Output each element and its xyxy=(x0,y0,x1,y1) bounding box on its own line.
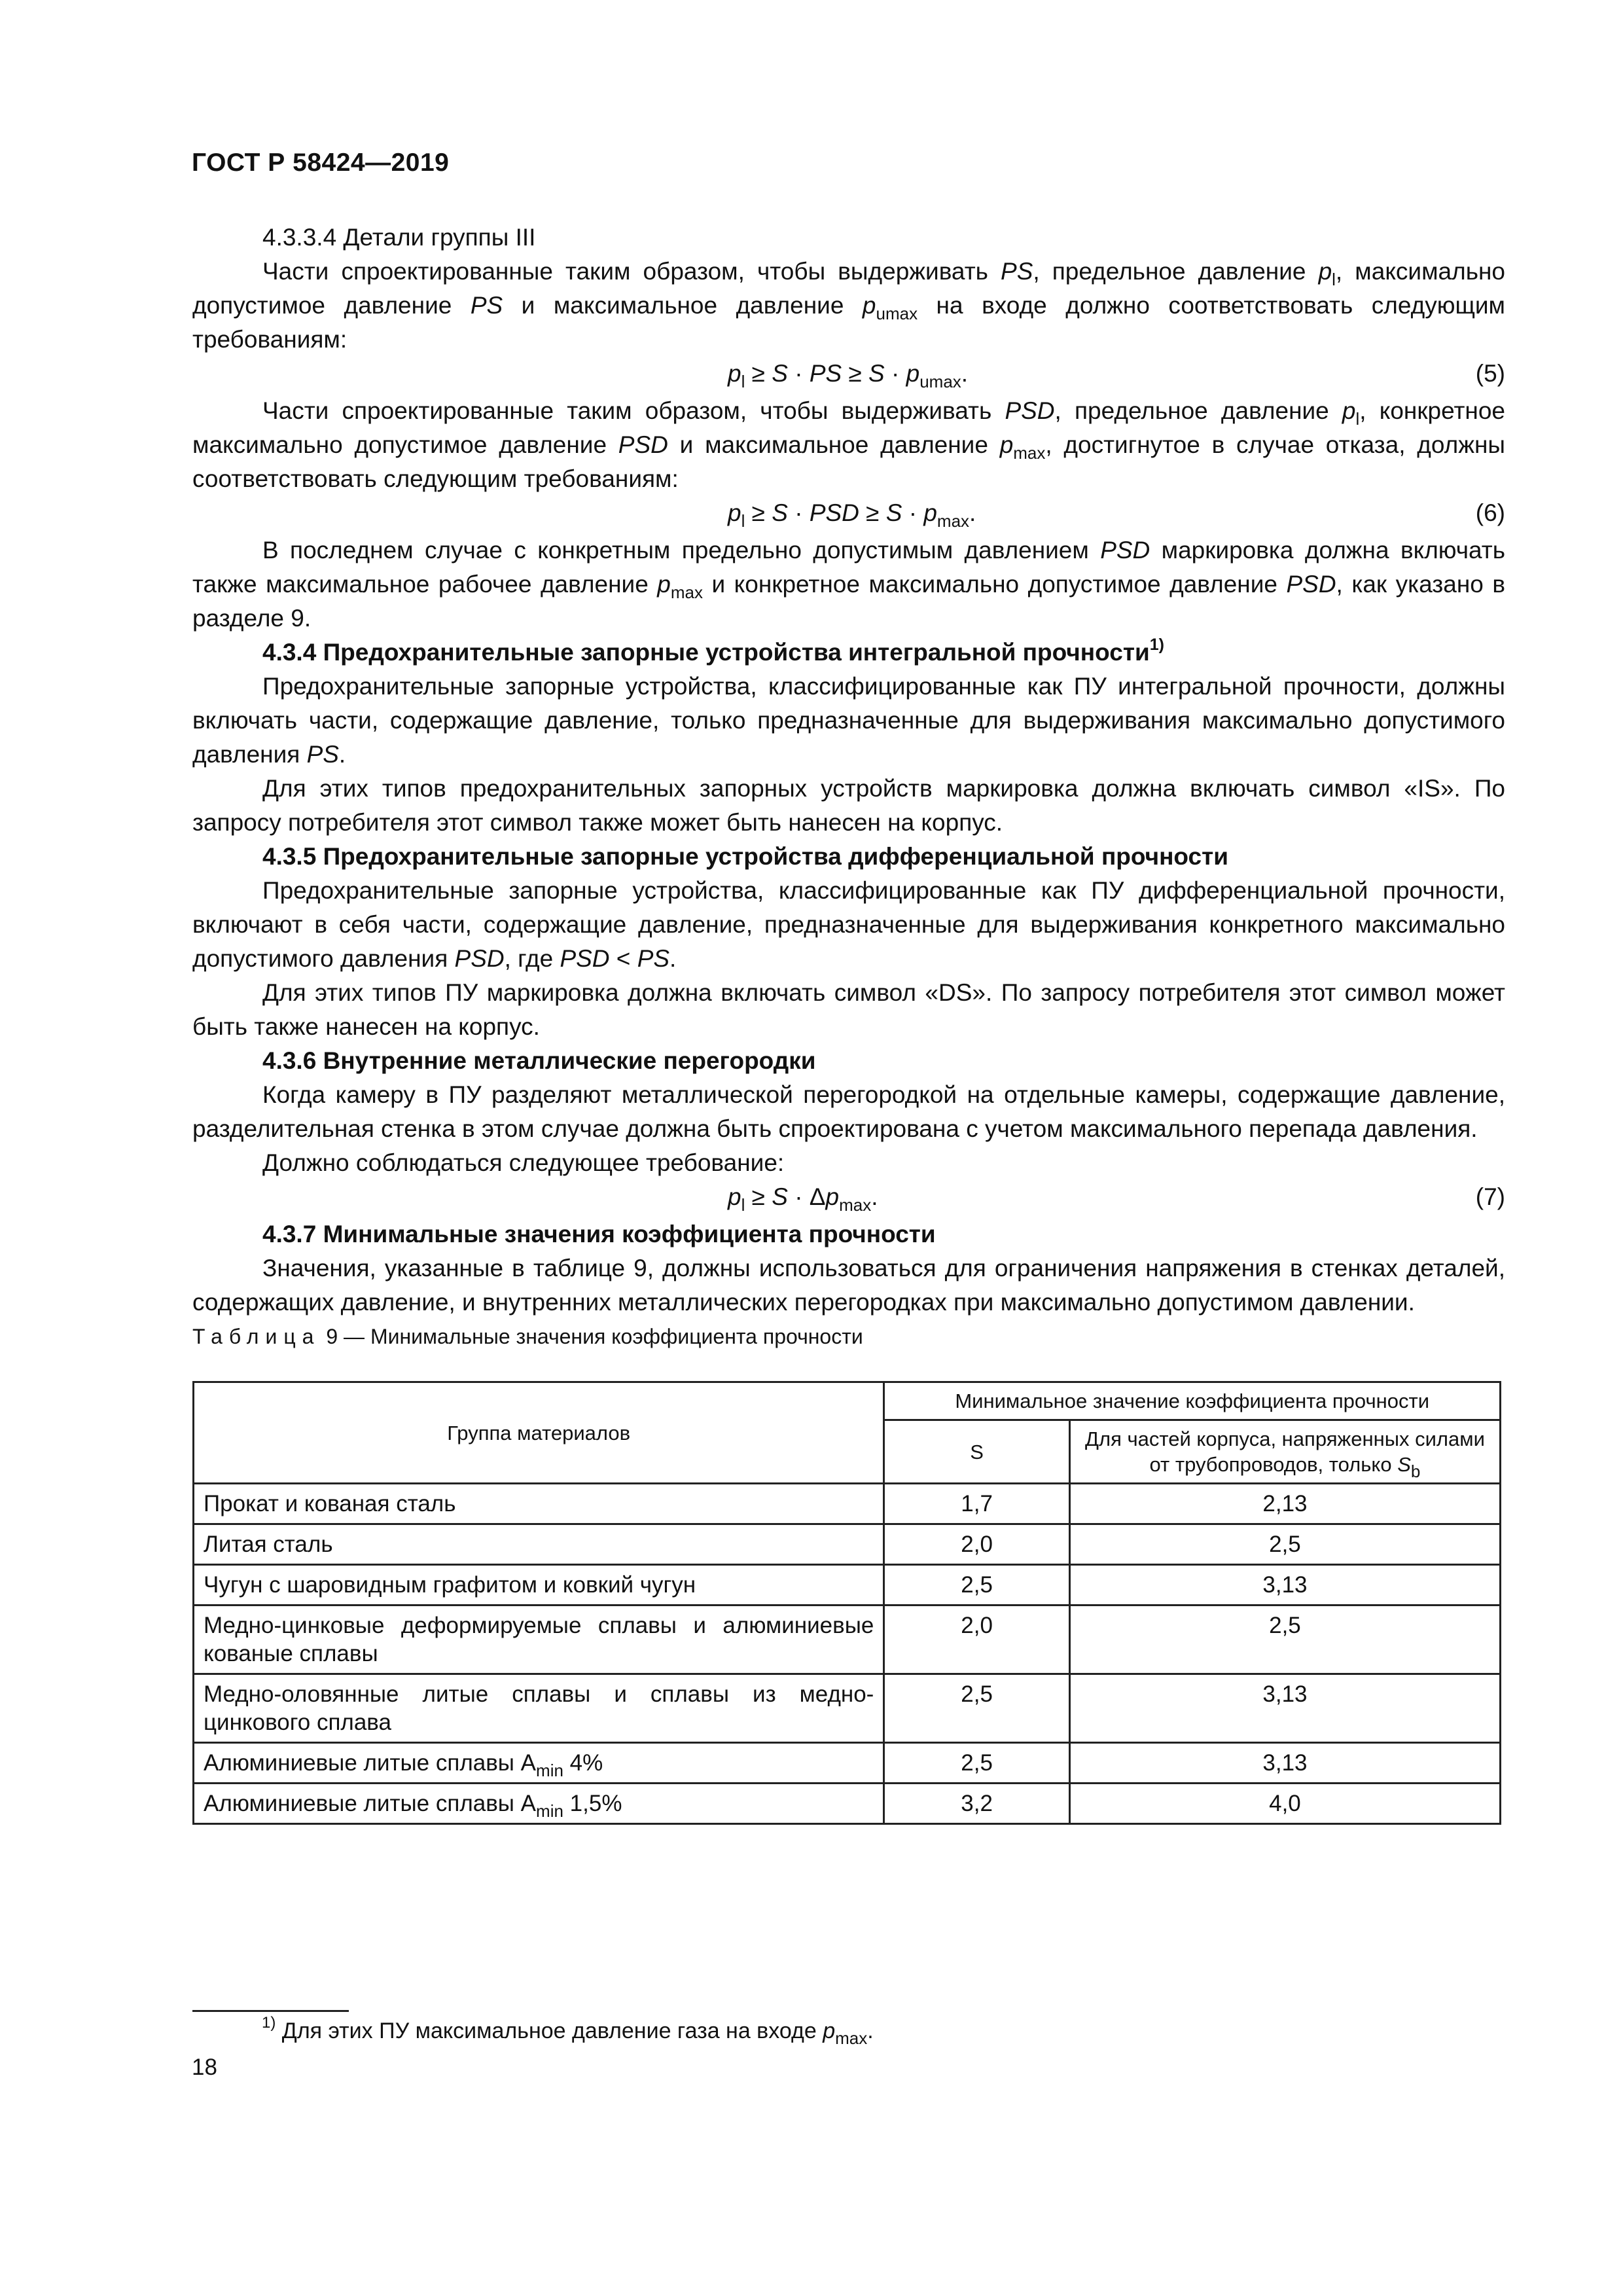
paragraph: Части спроектированные таким образом, чтобы выдерживать PSD, предельное давление $p_l$, конкретное максимально допустимое давление PSD и максимальное давление $p_{max}$, достигнутое в случае отказа, должны соответствовать следующим требованиям: xyxy=(192,397,1505,492)
paragraph: Части спроектированные таким образом, чтобы выдерживать PS, предельное давление $p_l$, максимально допустимое давление PS и максимальное давление $p_{umax}$ на входе должно соответствовать следующим требованиям: xyxy=(192,258,1505,353)
paragraph: Для этих типов предохранительных запорных устройств маркировка должна включать символ «IS». По запросу потребителя этот символ также может быть нанесен на корпус. xyxy=(192,775,1505,836)
formula-5: $p_l \ge S$ · PS ≥ $S \cdot p_{umax}$. (5) xyxy=(192,357,1505,394)
formula-6: $p_l \ge S$ · PSD ≥ $S \cdot p_{max}$. (6) xyxy=(192,496,1505,533)
col-header-sb: Для частей корпуса, напряженных силами от трубопроводов, только $S_b$ xyxy=(1069,1420,1500,1484)
footnote-divider xyxy=(192,2010,349,2012)
subsection-title-4334: 4.3.3.4 Детали группы III xyxy=(262,224,536,251)
paragraph: Предохранительные запорные устройства, классифицированные как ПУ дифференциальной прочности, включают в себя части, содержащие давление, предназначенные для выдерживания конкретного максимально допустимого давления PSD, где PSD < PS. xyxy=(192,877,1505,972)
paragraph: В последнем случае с конкретным предельно допустимым давлением PSD маркировка должна включать также максимальное рабочее давление $p_{max}$ и конкретное максимально допустимое давление PSD, как указано в разделе 9. xyxy=(192,537,1505,632)
table-row: Медно-цинковые деформируемые сплавы и алюминиевые кованые сплавы 2,0 2,5 xyxy=(194,1605,1501,1674)
col-header-min-value: Минимальное значение коэффициента прочности xyxy=(884,1382,1501,1420)
table-row: Чугун с шаровидным графитом и ковкий чугун 2,5 3,13 xyxy=(194,1565,1501,1605)
formula-number: (5) xyxy=(1475,360,1505,387)
col-header-material-group: Группа материалов xyxy=(194,1382,884,1484)
formula-7: $p_l \ge S \cdot \Delta p_{max}$. (7) xyxy=(192,1180,1505,1217)
footnote-ref: 1) xyxy=(1149,636,1164,654)
paragraph: Должно соблюдаться следующее требование: xyxy=(262,1149,785,1176)
formula-number: (6) xyxy=(1475,499,1505,526)
table-row: Алюминиевые литые сплавы $A_{min}$ 4% 2,5 3,13 xyxy=(194,1743,1501,1784)
table-row: Алюминиевые литые сплавы $A_{min}$ 1,5% 3,2 4,0 xyxy=(194,1784,1501,1824)
strength-coefficient-table xyxy=(192,1381,1501,1825)
paragraph: Для этих типов ПУ маркировка должна включать символ «DS». По запросу потребителя этот символ может быть также нанесен на корпус. xyxy=(192,979,1505,1040)
table-row: Медно-оловянные литые сплавы и сплавы из медно-цинкового сплава 2,5 3,13 xyxy=(194,1674,1501,1743)
table-row: Прокат и кованая сталь 1,7 2,13 xyxy=(194,1484,1501,1524)
section-title-434: 4.3.4 Предохранительные запорные устройства интегральной прочности$^{1)}$ xyxy=(262,636,1164,666)
section-title-437: 4.3.7 Минимальные значения коэффициента прочности xyxy=(262,1221,936,1247)
footnote: $^{1)}$ Для этих ПУ максимальное давление газа на входе $p_{max}$. xyxy=(262,2014,874,2048)
table-header-row xyxy=(194,1382,1501,1420)
paragraph: Предохранительные запорные устройства, классифицированные как ПУ интегральной прочности, должны включать части, содержащие давление, только предназначенные для выдерживания максимально допустимого давления PS. xyxy=(192,673,1505,768)
section-title-436: 4.3.6 Внутренние металлические перегородки xyxy=(262,1047,816,1074)
document-body xyxy=(192,221,1505,1825)
col-header-s: S xyxy=(884,1420,1070,1484)
section-title-435: 4.3.5 Предохранительные запорные устройства дифференциальной прочности xyxy=(262,843,1228,870)
paragraph: Когда камеру в ПУ разделяют металлической перегородкой на отдельные камеры, содержащие давление, разделительная стенка в этом случае должна быть спроектирована с учетом максимального перепада давления. xyxy=(192,1081,1505,1142)
table-row: Литая сталь 2,0 2,5 xyxy=(194,1524,1501,1565)
table-caption: Таблица 9 — Минимальные значения коэффициента прочности xyxy=(192,1325,863,1348)
page-number: 18 xyxy=(192,2054,217,2080)
formula-number: (7) xyxy=(1475,1183,1505,1210)
paragraph: Значения, указанные в таблице 9, должны использоваться для ограничения напряжения в стенках деталей, содержащих давление, и внутренних металлических перегородках при максимально допустимом давлении. xyxy=(192,1255,1505,1316)
document-header: ГОСТ Р 58424—2019 xyxy=(192,149,450,177)
